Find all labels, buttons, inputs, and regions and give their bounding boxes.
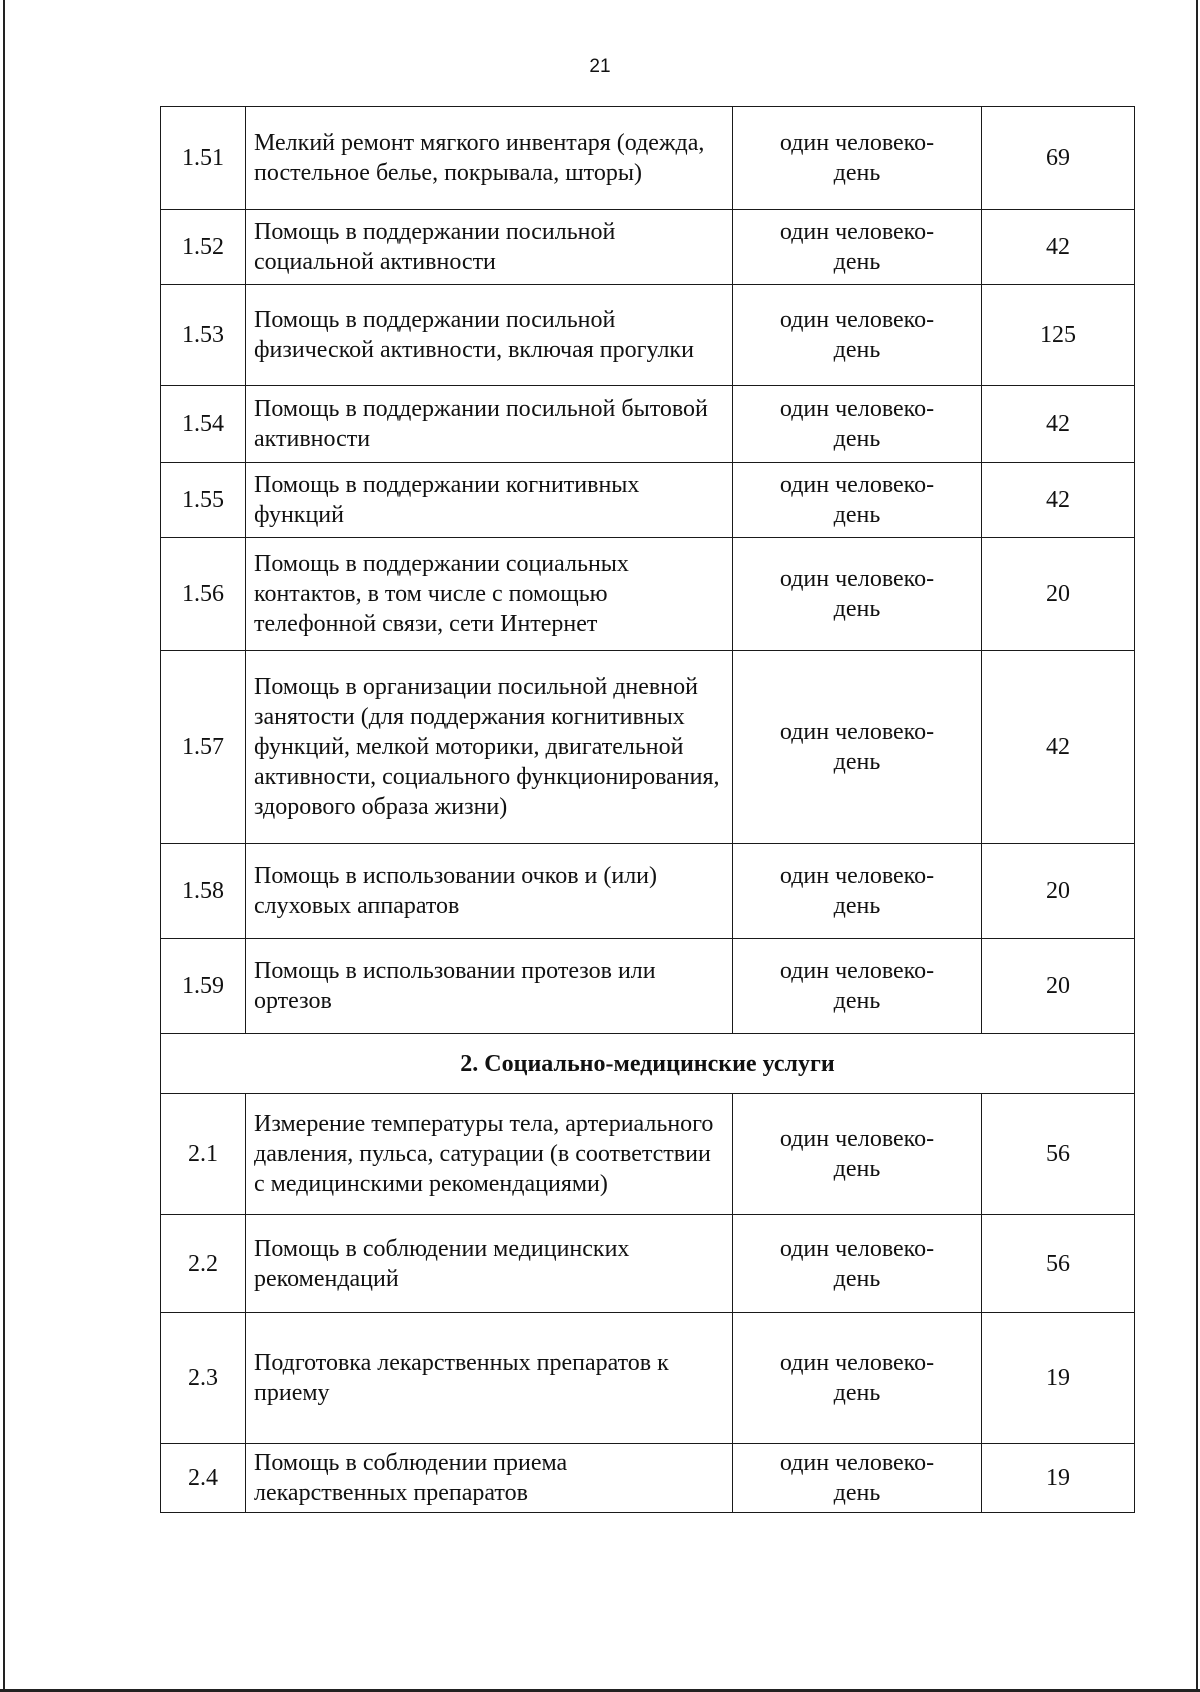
unit-cell	[733, 538, 982, 651]
unit-line-1: один человеко-	[779, 1350, 935, 1376]
service-name: Мелкий ремонт мягкого инвентаря (одежда, постельное белье, покрывала, шторы)	[246, 107, 733, 210]
unit-cell	[733, 1215, 982, 1313]
value-cell: 42	[982, 463, 1135, 538]
row-number: 1.51	[161, 107, 246, 210]
unit-line-2: день	[833, 749, 881, 775]
unit-line-1: один человеко-	[779, 307, 935, 333]
row-number: 1.53	[161, 285, 246, 386]
scan-edge-left	[3, 0, 5, 1692]
unit-line-1: один человеко-	[779, 396, 935, 422]
unit-line-1: один человеко-	[779, 219, 935, 245]
service-name: Помощь в использовании очков и (или) слуховых аппаратов	[246, 844, 733, 939]
unit-cell	[733, 210, 982, 285]
table-row	[161, 386, 1135, 463]
unit-line-1: один человеко-	[779, 130, 935, 156]
row-number: 1.58	[161, 844, 246, 939]
unit-cell	[733, 1313, 982, 1444]
table-row	[161, 939, 1135, 1034]
table-row	[161, 1313, 1135, 1444]
row-number: 2.2	[161, 1215, 246, 1313]
unit-line-1: один человеко-	[779, 958, 935, 984]
unit-line-2: день	[833, 893, 881, 919]
unit-line-2: день	[833, 502, 881, 528]
row-number: 2.4	[161, 1444, 246, 1513]
service-name: Помощь в поддержании когнитивных функций	[246, 463, 733, 538]
row-number: 1.57	[161, 651, 246, 844]
service-name: Помощь в использовании протезов или ортезов	[246, 939, 733, 1034]
value-cell: 20	[982, 844, 1135, 939]
services-table	[160, 106, 1135, 1513]
table-row	[161, 538, 1135, 651]
service-name: Помощь в соблюдении приема лекарственных препаратов	[246, 1444, 733, 1513]
table-row	[161, 1094, 1135, 1215]
row-number: 1.54	[161, 386, 246, 463]
unit-line-1: один человеко-	[779, 1450, 935, 1476]
service-name: Помощь в поддержании посильной бытовой активности	[246, 386, 733, 463]
row-number: 2.1	[161, 1094, 246, 1215]
table-row	[161, 844, 1135, 939]
unit-line-1: один человеко-	[779, 1235, 935, 1262]
row-number: 1.55	[161, 463, 246, 538]
unit-line-2: день	[833, 988, 881, 1014]
value-cell: 20	[982, 538, 1135, 651]
row-number: 1.56	[161, 538, 246, 651]
value-cell: 19	[982, 1444, 1135, 1513]
unit-line-2: день	[833, 596, 881, 622]
value-cell: 42	[982, 651, 1135, 844]
unit-cell	[733, 1094, 982, 1215]
value-cell: 42	[982, 386, 1135, 463]
row-number: 1.59	[161, 939, 246, 1034]
unit-line-2: день	[833, 160, 881, 186]
unit-cell	[733, 844, 982, 939]
unit-line-2: день	[833, 337, 881, 363]
table-row	[161, 210, 1135, 285]
service-name: Помощь в поддержании социальных контактов, в том числе с помощью телефонной связи, сети Интернет	[246, 538, 733, 651]
unit-line-1: один человеко-	[779, 566, 935, 592]
page-number: 21	[589, 56, 611, 77]
unit-line-2: день	[833, 1480, 881, 1506]
table-row	[161, 463, 1135, 538]
service-name: Помощь в соблюдении медицинских рекомендаций	[246, 1215, 733, 1313]
table-row	[161, 107, 1135, 210]
unit-line-2: день	[833, 1265, 881, 1292]
value-cell: 56	[982, 1215, 1135, 1313]
unit-cell	[733, 651, 982, 844]
service-name: Измерение температуры тела, артериального давления, пульса, сатурации (в соответствии с медицинскими рекомендациями)	[246, 1094, 733, 1215]
unit-cell	[733, 939, 982, 1034]
unit-line-1: один человеко-	[779, 472, 935, 498]
value-cell: 69	[982, 107, 1135, 210]
unit-line-2: день	[833, 1380, 881, 1406]
section-heading-row	[161, 1034, 1135, 1094]
page-number-container	[0, 56, 1200, 78]
unit-line-1: один человеко-	[779, 863, 935, 889]
unit-line-2: день	[833, 1156, 881, 1182]
table-row	[161, 651, 1135, 844]
table-row	[161, 285, 1135, 386]
scan-edge-right	[1196, 0, 1198, 1692]
unit-cell	[733, 463, 982, 538]
service-name: Помощь в поддержании посильной социальной активности	[246, 210, 733, 285]
service-name: Помощь в организации посильной дневной занятости (для поддержания когнитивных функций, мелкой моторики, двигательной активности, социального функционирования, здорового образа жизни)	[246, 651, 733, 844]
service-name: Помощь в поддержании посильной физической активности, включая прогулки	[246, 285, 733, 386]
unit-cell	[733, 1444, 982, 1513]
unit-line-1: один человеко-	[779, 1126, 935, 1152]
row-number: 1.52	[161, 210, 246, 285]
value-cell: 56	[982, 1094, 1135, 1215]
section-heading: 2. Социально-медицинские услуги	[161, 1034, 1135, 1094]
table-row	[161, 1215, 1135, 1313]
unit-line-1: один человеко-	[779, 719, 935, 745]
unit-cell	[733, 386, 982, 463]
unit-cell	[733, 285, 982, 386]
value-cell: 19	[982, 1313, 1135, 1444]
row-number: 2.3	[161, 1313, 246, 1444]
unit-line-2: день	[833, 249, 881, 275]
service-name: Подготовка лекарственных препаратов к приему	[246, 1313, 733, 1444]
value-cell: 42	[982, 210, 1135, 285]
value-cell: 125	[982, 285, 1135, 386]
value-cell: 20	[982, 939, 1135, 1034]
table-row	[161, 1444, 1135, 1513]
unit-line-2: день	[833, 426, 881, 452]
unit-cell	[733, 107, 982, 210]
